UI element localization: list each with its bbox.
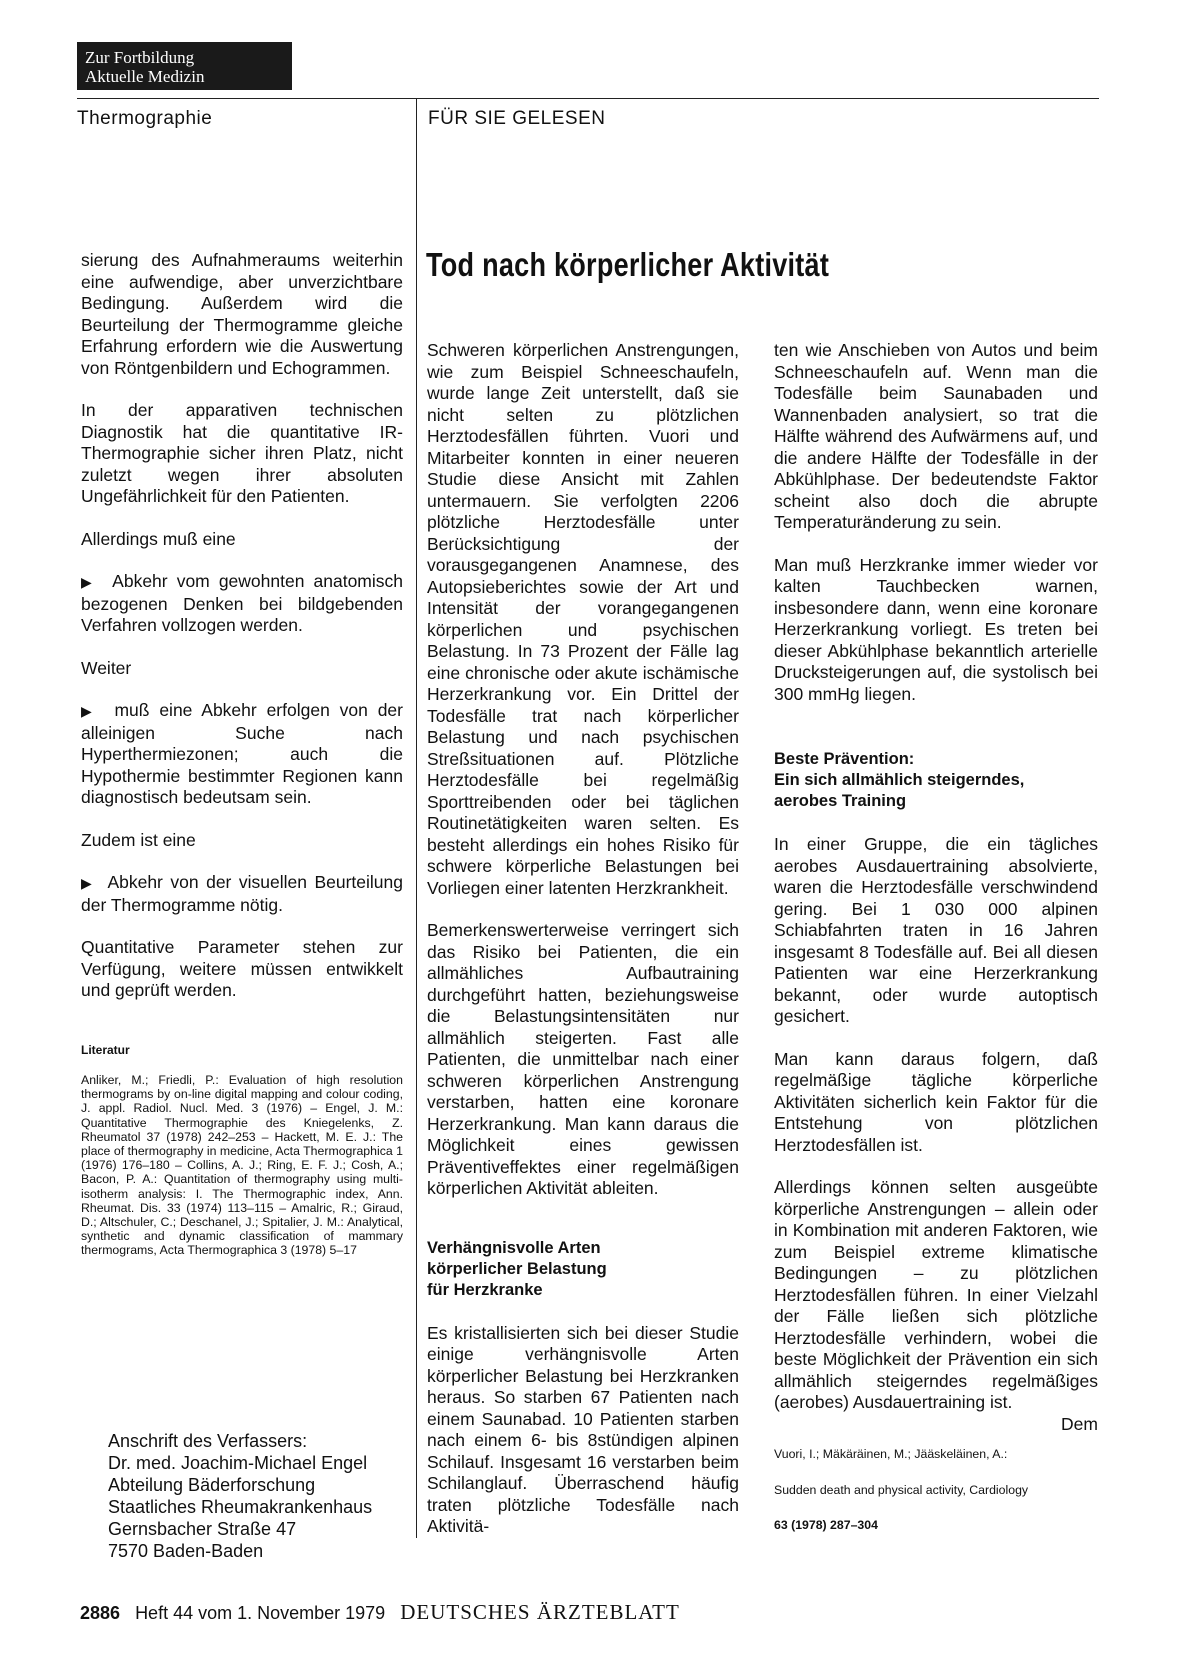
paragraph: Man muß Herzkranke immer wieder vor kalten Tauchbecken warnen, insbesondere dann, wenn eine koronare Herzerkrankung vorliegt. Es treten bei dieser Abkühlphase bekanntlich arterielle Drucksteigerungen auf, die systolisch bei 300 mmHg liegen. xyxy=(774,554,1098,704)
page-number: 2886 xyxy=(80,1603,121,1623)
header-line-2: Aktuelle Medizin xyxy=(85,67,205,86)
subheading-line: Beste Prävention: xyxy=(774,750,915,768)
paragraph: Schweren körperlichen Anstrengungen, wie zum Beispiel Schneeschaufeln, wurde lange Zeit unterstellt, daß sie nicht selten zu plötzlichen Herztodesfällen führten. Vuori und Mitarbeiter konnten in einer neueren Studie diese Ansicht mit Zahlen untermauern. Sie verfolgten 2206 plötzliche Herztodesfälle unter Berücksichtigung der vorausgegangenen Anamnese, des Autopsieberichtes sowie der Art und Intensität der vorangegangenen körperlichen und psychischen Belastung. In 73 Prozent der Fälle lag eine chronische oder akute ischämische Herzerkrankung vor. Ein Drittel der Todesfälle trat nach körperlicher Belastung und nach psychischen Streßsituationen auf. Plötzliche Herztodesfälle bei regelmäßig Sporttreibenden oder bei täglichen Routinetätigkeiten waren selten. Es besteht allerdings ein hohes Risiko für schwere körperliche Belastungen bei Vorliegen einer latenten Herzkrankheit. xyxy=(427,340,739,898)
address-line: 7570 Baden-Baden xyxy=(108,1541,264,1561)
reference-line: 63 (1978) 287–304 xyxy=(774,1518,878,1532)
paragraph: ten wie Anschieben von Autos und beim Schneeschaufeln auf. Wenn man die Todesfälle beim Saunabaden und Wannenbaden analysiert, so trat die Hälfte während des Aufwärmens auf, und die andere Hälfte der Todesfälle in der Abkühlphase. Der bedeutendste Faktor scheint also doch die abrupte Temperaturänderung zu sein. xyxy=(774,340,1098,532)
paragraph: Allerdings können selten ausgeübte körperliche Anstrengungen – allein oder in Kombination mit anderen Faktoren, wie zum Beispiel extreme klimatische Bedingungen – zu plötzlichen Herztodesfällen führen. In einer Vielzahl der Fälle ließen sich plötzliche Herztodesfälle verhindern, wobei die beste Möglichkeit der Prävention ein sich allmählich steigerndes regelmäßiges (aerobes) Ausdauertraining ist. xyxy=(774,1177,1098,1412)
literature-text: Anliker, M.; Friedli, P.: Evaluation of high resolution thermograms by on-line digital mapping and colour coding, J. appl. Radiol. Nucl. Med. 3 (1976) – Engel, J. M.: Quantitative Thermographie des Kniegelenks, Z. Rheumatol 37 (1978) 242–253 – Hackett, M. E. J.: The place of thermography in medicine, Acta Thermographica 1 (1976) 176–180 – Collins, A. J.; Ring, E. F. J.; Cosh, A.; Bacon, P. A.: Quantitation of thermography using multi-isotherm analysis: I. The Thermographic index, Ann. Rheumat. Dis. 33 (1974) 113–115 – Amalric, R.; Giraud, D.; Altschuler, C.; Deschanel, J.; Spitalier, J. M.: Analytical, synthetic and dynamic classification of mammary thermograms, Acta Thermographica 3 (1978) 5–17 xyxy=(81,1073,403,1258)
paragraph: Weiter xyxy=(81,657,132,678)
address-line: Dr. med. Joachim-Michael Engel xyxy=(108,1453,368,1473)
address-line: Staatliches Rheumakrankenhaus xyxy=(108,1497,373,1517)
author-address xyxy=(108,1430,372,1562)
subheading-line: körperlicher Belastung xyxy=(427,1259,607,1278)
reference-line: Sudden death and physical activity, Cardiology xyxy=(774,1482,1029,1497)
article-title: Tod nach körperlicher Aktivität xyxy=(426,246,830,283)
right-column xyxy=(774,340,1098,1554)
section-header-box xyxy=(77,42,292,90)
subheading-line: Verhängnisvolle Arten xyxy=(427,1238,601,1257)
subheading-line: für Herzkranke xyxy=(427,1280,543,1299)
paragraph: Allerdings muß eine xyxy=(81,528,236,549)
issue-info: Heft 44 vom 1. November 1979 xyxy=(135,1603,386,1623)
paragraph: Es kristallisierten sich bei dieser Studie einige verhängnisvolle Arten körperlicher Belastung bei Herzkranken heraus. So starben 67 Patienten nach einem Saunabad. 10 Patienten starben nach einem 6- bis 8stündigen alpinen Schilauf. Insgesamt 16 verstarben beim Schilanglauf. Überraschend häufig traten plötzliche Todesfälle nach Aktivitä- xyxy=(427,1322,739,1536)
paragraph: In einer Gruppe, die ein tägliches aerobes Ausdauertraining absolvierte, waren die Herztodesfälle verschwindend gering. Bei 1 030 000 alpinen Schiabfahrten traten in 16 Jahren insgesamt 8 Todesfälle auf. Bei all diesen Patienten war eine Herzerkrankung bekannt, oder wurde autoptisch gesichert. xyxy=(774,834,1098,1026)
bullet-paragraph: ▶ Abkehr von der visuellen Beurteilung der Thermogramme nötig. xyxy=(81,872,403,916)
magazine-name: DEUTSCHES ÄRZTEBLATT xyxy=(400,1600,680,1624)
paragraph: Quantitative Parameter stehen zur Verfügung, weitere müssen entwikkelt und geprüft werden. xyxy=(81,937,403,1000)
literature-heading: Literatur xyxy=(81,1042,130,1057)
paragraph: Zudem ist eine xyxy=(81,829,196,850)
author-signature: Dem xyxy=(1061,1413,1098,1434)
paragraph: Bemerkenswerterweise verringert sich das Risiko bei Patienten, die ein allmähliches Aufbautraining durchgeführt hatten, beziehungsweise die Belastungsintensitäten nur allmählich steigerten. Fast alle Patienten, die unmittelbar nach einer schweren körperlichen Anstrengung verstarben, hatten eine koronare Herzerkrankung. Man kann daraus die Möglichkeit eines gewissen Präventiveffektes einer regelmäßigen körperlichen Aktivität ableiten. xyxy=(427,920,739,1198)
page-footer xyxy=(80,1600,680,1625)
section-label-fuer-sie-gelesen: FÜR SIE GELESEN xyxy=(428,108,606,129)
bullet-paragraph: ▶ Abkehr vom gewohnten anatomisch bezogenen Denken bei bildgebenden Verfahren vollzogen werden. xyxy=(81,571,403,637)
column-divider xyxy=(416,98,417,1538)
subheading-beste-praevention xyxy=(774,749,1098,812)
subheading-line: aerobes Training xyxy=(774,792,907,810)
subheading-verhaengnisvolle-arten xyxy=(427,1238,739,1301)
section-label-thermographie: Thermographie xyxy=(77,108,213,129)
top-rule xyxy=(77,98,1099,99)
paragraph: Man kann daraus folgern, daß regelmäßige tägliche körperliche Aktivitäten sicherlich kein Faktor für die Entstehung von plötzlichen Herztodesfällen ist. xyxy=(774,1048,1098,1155)
address-label: Anschrift des Verfassers: xyxy=(108,1431,308,1451)
address-line: Abteilung Bäderforschung xyxy=(108,1475,316,1495)
bullet-paragraph: ▶ muß eine Abkehr erfolgen von der alleinigen Suche nach Hyperthermiezonen; auch die Hypothermie bestimmter Regionen kann diagnostisch bedeutsam sein. xyxy=(81,700,403,809)
header-line-1: Zur Fortbildung xyxy=(85,48,195,67)
middle-column xyxy=(427,340,739,1559)
paragraph: sierung des Aufnahmeraums weiterhin eine aufwendige, aber unverzichtbare Bedingung. Außerdem wird die Beurteilung der Thermogramme gleiche Erfahrung erfordern wie die Auswertung von Röntgenbildern und Echogrammen. xyxy=(81,250,403,378)
subheading-line: Ein sich allmählich steigerndes, xyxy=(774,771,1025,789)
left-column xyxy=(81,250,403,1279)
reference-line: Vuori, I.; Mäkäräinen, M.; Jääskeläinen, A.: xyxy=(774,1447,1008,1461)
address-line: Gernsbacher Straße 47 xyxy=(108,1519,297,1539)
paragraph: In der apparativen technischen Diagnostik hat die quantitative IR-Thermographie sicher ihren Platz, nicht zuletzt wegen ihrer absoluten Ungefährlichkeit für den Patienten. xyxy=(81,400,403,506)
